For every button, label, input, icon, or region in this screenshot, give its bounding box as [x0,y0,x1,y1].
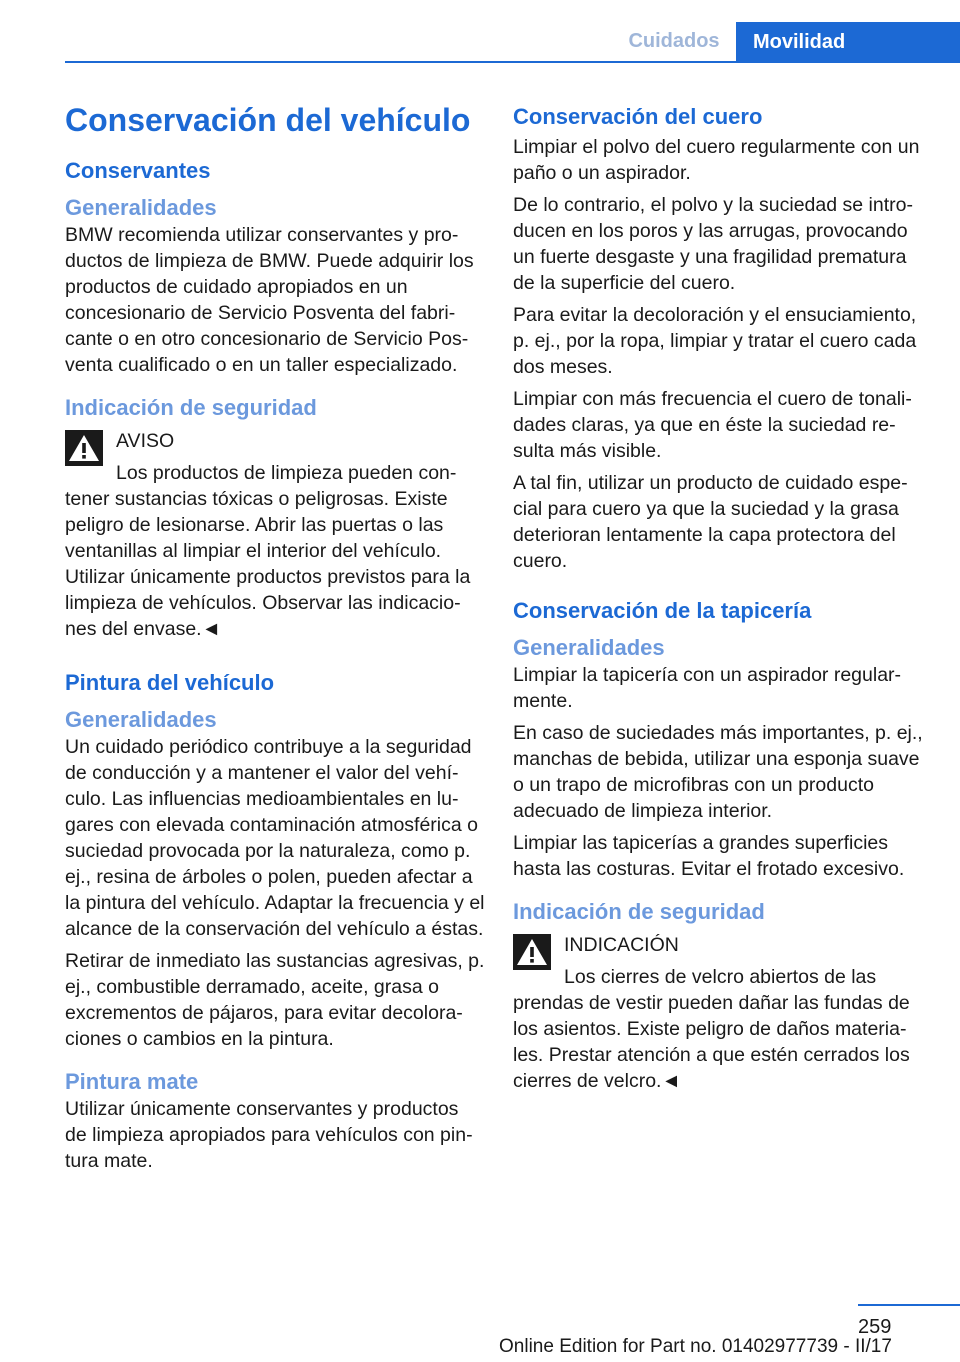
paragraph: De lo contrario, el polvo y la suciedad se intro- ducen en los poros y las arrugas, provocando un fuerte desgaste y una fragilidad prematura de la superficie del cuero. [513,194,913,294]
warning-block [65,428,485,642]
header-rule [65,61,960,63]
edition-note: Online Edition for Part no. 01402977739 - II/17 [499,1336,892,1357]
warning-label: AVISO [116,430,175,452]
header-bar [0,0,960,63]
paragraph: Limpiar con más frecuencia el cuero de tonali- dades claras, ya que en éste la suciedad re- sulta más visible. [513,388,912,462]
page-number: 259 [858,1316,892,1338]
right-column [513,100,933,1100]
paragraph: Retirar de inmediato las sustancias agresivas, p. ej., combustible derramado, aceite, grasa o excrementos de pájaros, para evitar decolora- ciones o cambios en la pintura. [65,950,485,1050]
paragraph: Para evitar la decoloración y el ensuciamiento, p. ej., por la ropa, limpiar y tratar el cuero cada dos meses. [513,304,917,378]
section-heading-conservantes: Conservantes [65,158,211,183]
subheading-generalidades: Generalidades [65,195,217,220]
paragraph: Un cuidado periódico contribuye a la seguridad de conducción y a mantener el valor del vehí- culo. Las influencias medioambientales en lu- gares con elevada contaminación atmosférica o suciedad provocada por la naturaleza, como p. ej., resina de árboles o polen, pueden afectar a la pintura del vehículo. Adaptar la frecuencia y el alcance de la conservación del vehículo a éstas. [65,736,485,940]
paragraph: Utilizar únicamente conservantes y productos de limpieza apropiados para vehículos con pin- tura mate. [65,1098,473,1172]
paragraph: Limpiar la tapicería con un aspirador regular- mente. [513,664,902,712]
warning-block [513,932,933,1094]
paragraph: Limpiar las tapicerías a grandes superficies hasta las costuras. Evitar el frotado excesivo. [513,832,905,880]
section-heading-pintura: Pintura del vehículo [65,670,275,695]
warning-triangle-icon [65,430,103,466]
subheading-indicacion-seguridad: Indicación de seguridad [65,395,317,420]
paragraph: A tal fin, utilizar un producto de cuidado espe- cial para cuero ya que la suciedad y la grasa deterioran lentamente la capa protectora del cuero. [513,472,908,572]
subheading-generalidades: Generalidades [513,635,665,660]
warning-label: INDICACIÓN [564,934,679,956]
subheading-generalidades: Generalidades [65,707,217,732]
left-column [65,100,485,1180]
paragraph: En caso de suciedades más importantes, p. ej., manchas de bebida, utilizar una esponja suave o un trapo de microfibras con un producto adecuado de limpieza interior. [513,722,923,822]
tab-cuidados[interactable]: Cuidados [628,30,720,52]
paragraph: BMW recomienda utilizar conservantes y pro- ductos de limpieza de BMW. Puede adquirir los productos de cuidado apropiados en un concesionario de Servicio Posventa del fabri- cante o en otro concesionario de Servicio Pos- venta cualificado o en un taller especializado. [65,224,474,376]
paragraph: Limpiar el polvo del cuero regularmente con un paño o un aspirador. [513,136,920,184]
section-heading-cuero: Conservación del cuero [513,104,763,129]
warning-text: Los productos de limpieza pueden con- tener sustancias tóxicas o peligrosas. Existe peligro de lesionarse. Abrir las puertas o las ventanillas al limpiar el interior del vehículo. Utilizar únicamente productos previstos para la limpieza de vehículos. Observar las indicacio- nes del envase.◄ [65,462,471,640]
subheading-pintura-mate: Pintura mate [65,1069,199,1094]
subheading-indicacion-seguridad: Indicación de seguridad [513,899,765,924]
section-heading-tapiceria: Conservación de la tapicería [513,598,812,623]
warning-triangle-icon [513,934,551,970]
warning-text: Los cierres de velcro abiertos de las prendas de vestir pueden dañar las fundas de los asientos. Existe peligro de daños materia- les. Prestar atención a que estén cerrados los cierres de velcro.◄ [513,966,910,1092]
footer-rule [858,1304,960,1306]
page-title: Conservación del vehículo [65,102,471,138]
tab-movilidad[interactable]: Movilidad [736,22,960,63]
